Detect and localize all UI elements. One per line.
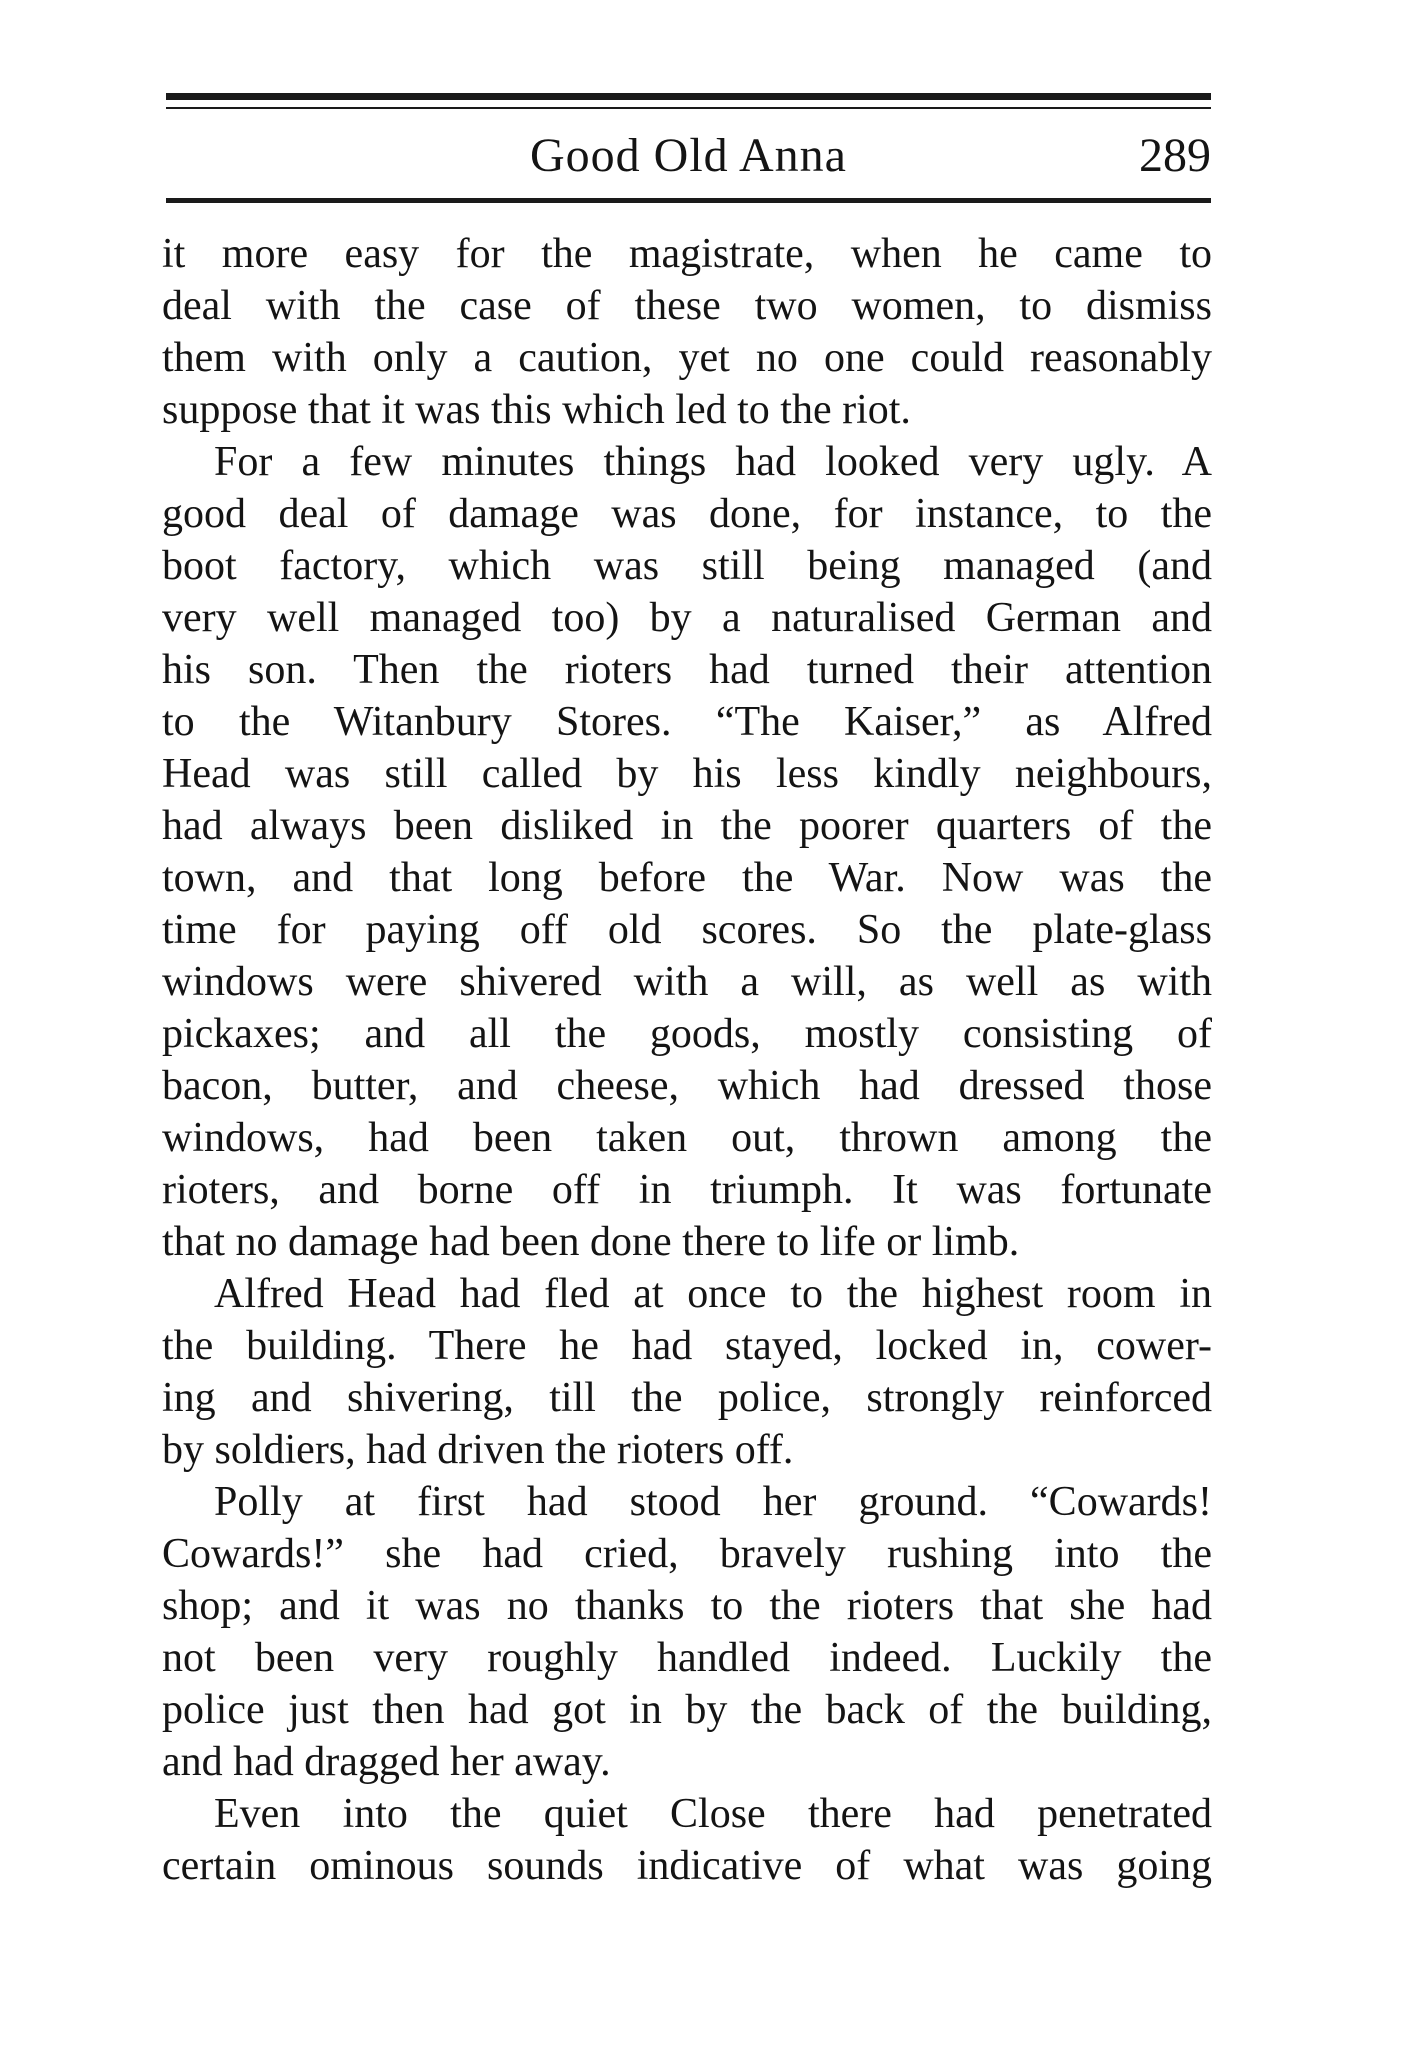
text-line: certain ominous sounds indicative of what was going [162, 1843, 1212, 1889]
text-line: Even into the quiet Close there had penetrated [214, 1791, 1212, 1837]
page-number: 289 [1139, 129, 1211, 182]
text-line: good deal of damage was done, for instance, to the [162, 491, 1212, 537]
text-line: Head was still called by his less kindly neighbours, [162, 751, 1212, 797]
text-line: shop; and it was no thanks to the rioters that she had [162, 1583, 1212, 1629]
text-line: windows, had been taken out, thrown among the [162, 1115, 1212, 1161]
text-line: time for paying off old scores. So the plate-glass [162, 907, 1212, 953]
text-line: police just then had got in by the back of the building, [162, 1687, 1212, 1733]
text-line: Cowards!” she had cried, bravely rushing into the [162, 1531, 1212, 1577]
text-line: that no damage had been done there to life or limb. [162, 1219, 1020, 1265]
text-line: it more easy for the magistrate, when he came to [162, 231, 1212, 277]
text-line: town, and that long before the War. Now was the [162, 855, 1212, 901]
text-line: suppose that it was this which led to the riot. [162, 387, 911, 433]
text-line: boot factory, which was still being managed (and [162, 543, 1212, 589]
text-line: Polly at first had stood her ground. “Cowards! [214, 1479, 1212, 1525]
text-line: his son. Then the rioters had turned their attention [162, 647, 1212, 693]
header-underline-rule [166, 198, 1211, 203]
text-line: the building. There he had stayed, locked in, cower- [162, 1323, 1212, 1369]
running-title: Good Old Anna [530, 129, 847, 182]
text-line: deal with the case of these two women, to dismiss [162, 283, 1212, 329]
text-line: rioters, and borne off in triumph. It was fortunate [162, 1167, 1212, 1213]
text-line: Alfred Head had fled at once to the highest room in [214, 1271, 1212, 1317]
text-line: to the Witanbury Stores. “The Kaiser,” as Alfred [162, 699, 1212, 745]
text-line: ing and shivering, till the police, strongly reinforced [162, 1375, 1212, 1421]
text-line: had always been disliked in the poorer quarters of the [162, 803, 1212, 849]
text-line: by soldiers, had driven the rioters off. [162, 1427, 794, 1473]
text-line: them with only a caution, yet no one could reasonably [162, 335, 1212, 381]
running-head [166, 124, 1211, 188]
header-rule-thick [166, 93, 1211, 100]
text-line: For a few minutes things had looked very ugly. A [214, 439, 1212, 485]
text-line: and had dragged her away. [162, 1739, 611, 1785]
header-rule-thin [166, 107, 1211, 109]
text-line: very well managed too) by a naturalised German and [162, 595, 1212, 641]
text-line: not been very roughly handled indeed. Luckily the [162, 1635, 1212, 1681]
body-text [162, 228, 1212, 1892]
text-line: bacon, butter, and cheese, which had dressed those [162, 1063, 1212, 1109]
text-line: windows were shivered with a will, as well as with [162, 959, 1212, 1005]
text-line: pickaxes; and all the goods, mostly consisting of [162, 1011, 1212, 1057]
